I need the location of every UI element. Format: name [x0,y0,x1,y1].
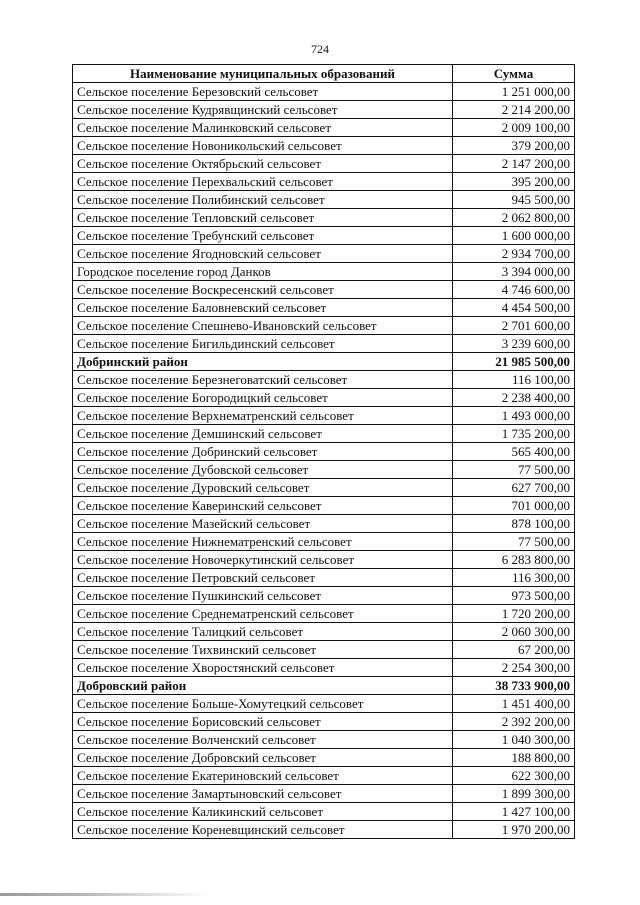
sum-cell: 4 746 600,00 [453,281,575,299]
municipality-name-cell: Сельское поселение Талицкий сельсовет [73,623,453,641]
table-row [73,515,575,533]
table-row [73,443,575,461]
municipality-name-cell: Сельское поселение Екатериновский сельсовет [73,767,453,785]
table-row [73,335,575,353]
sum-cell: 188 800,00 [453,749,575,767]
table-row [73,371,575,389]
sum-cell: 2 009 100,00 [453,119,575,137]
table-row [73,479,575,497]
municipality-name-cell: Сельское поселение Березовский сельсовет [73,83,453,101]
table-row [73,317,575,335]
municipality-name-cell: Сельское поселение Ягодновский сельсовет [73,245,453,263]
municipality-name-cell: Сельское поселение Бигильдинский сельсовет [73,335,453,353]
sum-cell: 3 394 000,00 [453,263,575,281]
municipality-name-cell: Сельское поселение Спешнево-Ивановский сельсовет [73,317,453,335]
table-row [73,641,575,659]
sum-cell: 77 500,00 [453,461,575,479]
sum-cell: 1 600 000,00 [453,227,575,245]
table-header-row [73,65,575,83]
table-row [73,245,575,263]
table-row [73,767,575,785]
municipality-name-cell: Городское поселение город Данков [73,263,453,281]
sum-cell: 2 392 200,00 [453,713,575,731]
table-row [73,587,575,605]
table-row [73,731,575,749]
district-sum-cell: 38 733 900,00 [453,677,575,695]
municipality-name-cell: Сельское поселение Добровский сельсовет [73,749,453,767]
sum-cell: 3 239 600,00 [453,335,575,353]
table-row [73,785,575,803]
table-row [73,155,575,173]
municipality-name-cell: Сельское поселение Больше-Хомутецкий сельсовет [73,695,453,713]
sum-cell: 1 720 200,00 [453,605,575,623]
municipality-name-cell: Сельское поселение Кореневщинский сельсовет [73,821,453,839]
municipality-name-cell: Сельское поселение Новоникольский сельсовет [73,137,453,155]
municipality-name-cell: Сельское поселение Малинковский сельсовет [73,119,453,137]
table-row [73,83,575,101]
column-header-name: Наименование муниципальных образований [73,65,453,83]
allocation-table [72,64,575,839]
district-row [73,353,575,371]
municipality-name-cell: Сельское поселение Октябрьский сельсовет [73,155,453,173]
sum-cell: 2 062 800,00 [453,209,575,227]
table-row [73,623,575,641]
table-row [73,461,575,479]
table-row [73,749,575,767]
sum-cell: 379 200,00 [453,137,575,155]
sum-cell: 1 735 200,00 [453,425,575,443]
table-row [73,551,575,569]
table-row [73,569,575,587]
sum-cell: 2 060 300,00 [453,623,575,641]
table-row [73,659,575,677]
sum-cell: 1 899 300,00 [453,785,575,803]
sum-cell: 701 000,00 [453,497,575,515]
sum-cell: 116 300,00 [453,569,575,587]
sum-cell: 6 283 800,00 [453,551,575,569]
municipality-name-cell: Сельское поселение Перехвальский сельсовет [73,173,453,191]
municipality-name-cell: Сельское поселение Требунский сельсовет [73,227,453,245]
municipality-name-cell: Сельское поселение Тихвинский сельсовет [73,641,453,659]
district-row [73,677,575,695]
sum-cell: 973 500,00 [453,587,575,605]
table-row [73,101,575,119]
municipality-name-cell: Сельское поселение Демшинский сельсовет [73,425,453,443]
sum-cell: 945 500,00 [453,191,575,209]
sum-cell: 395 200,00 [453,173,575,191]
municipality-name-cell: Сельское поселение Воскресенский сельсовет [73,281,453,299]
municipality-name-cell: Сельское поселение Тепловский сельсовет [73,209,453,227]
municipality-name-cell: Сельское поселение Петровский сельсовет [73,569,453,587]
sum-cell: 2 238 400,00 [453,389,575,407]
sum-cell: 2 147 200,00 [453,155,575,173]
sum-cell: 622 300,00 [453,767,575,785]
district-name-cell: Добровский район [73,677,453,695]
municipality-name-cell: Сельское поселение Нижнематренский сельсовет [73,533,453,551]
municipality-name-cell: Сельское поселение Среднематренский сельсовет [73,605,453,623]
sum-cell: 1 493 000,00 [453,407,575,425]
column-header-sum: Сумма [453,65,575,83]
table-row [73,407,575,425]
table-row [73,533,575,551]
sum-cell: 878 100,00 [453,515,575,533]
scan-artifact-line [0,893,210,896]
sum-cell: 627 700,00 [453,479,575,497]
table-row [73,173,575,191]
municipality-name-cell: Сельское поселение Дуровский сельсовет [73,479,453,497]
sum-cell: 2 701 600,00 [453,317,575,335]
municipality-name-cell: Сельское поселение Борисовский сельсовет [73,713,453,731]
municipality-name-cell: Сельское поселение Кудрявщинский сельсовет [73,101,453,119]
table-row [73,263,575,281]
municipality-name-cell: Сельское поселение Полибинский сельсовет [73,191,453,209]
municipality-name-cell: Сельское поселение Мазейский сельсовет [73,515,453,533]
table-row [73,821,575,839]
municipality-name-cell: Сельское поселение Новочеркутинский сельсовет [73,551,453,569]
sum-cell: 67 200,00 [453,641,575,659]
municipality-name-cell: Сельское поселение Дубовской сельсовет [73,461,453,479]
municipality-name-cell: Сельское поселение Хворостянский сельсовет [73,659,453,677]
municipality-name-cell: Сельское поселение Замартыновский сельсовет [73,785,453,803]
municipality-name-cell: Сельское поселение Богородицкий сельсовет [73,389,453,407]
sum-cell: 1 040 300,00 [453,731,575,749]
table-row [73,209,575,227]
sum-cell: 565 400,00 [453,443,575,461]
table-row [73,119,575,137]
table-row [73,605,575,623]
table-row [73,227,575,245]
municipality-name-cell: Сельское поселение Каверинский сельсовет [73,497,453,515]
sum-cell: 2 214 200,00 [453,101,575,119]
sum-cell: 1 251 000,00 [453,83,575,101]
district-name-cell: Добринский район [73,353,453,371]
district-sum-cell: 21 985 500,00 [453,353,575,371]
municipality-name-cell: Сельское поселение Пушкинский сельсовет [73,587,453,605]
table-row [73,389,575,407]
table-row [73,695,575,713]
municipality-name-cell: Сельское поселение Баловневский сельсовет [73,299,453,317]
sum-cell: 77 500,00 [453,533,575,551]
sum-cell: 2 934 700,00 [453,245,575,263]
sum-cell: 1 970 200,00 [453,821,575,839]
sum-cell: 116 100,00 [453,371,575,389]
sum-cell: 1 427 100,00 [453,803,575,821]
municipality-name-cell: Сельское поселение Березнеговатский сельсовет [73,371,453,389]
sum-cell: 2 254 300,00 [453,659,575,677]
table-row [73,137,575,155]
table-row [73,803,575,821]
page-number: 724 [311,42,329,56]
table-row [73,497,575,515]
table-row [73,299,575,317]
table-row [73,425,575,443]
municipality-name-cell: Сельское поселение Верхнематренский сельсовет [73,407,453,425]
sum-cell: 4 454 500,00 [453,299,575,317]
municipality-name-cell: Сельское поселение Волченский сельсовет [73,731,453,749]
municipality-name-cell: Сельское поселение Каликинский сельсовет [73,803,453,821]
table-row [73,281,575,299]
municipality-name-cell: Сельское поселение Добринский сельсовет [73,443,453,461]
table-row [73,713,575,731]
sum-cell: 1 451 400,00 [453,695,575,713]
table-body [73,83,575,839]
table-row [73,191,575,209]
